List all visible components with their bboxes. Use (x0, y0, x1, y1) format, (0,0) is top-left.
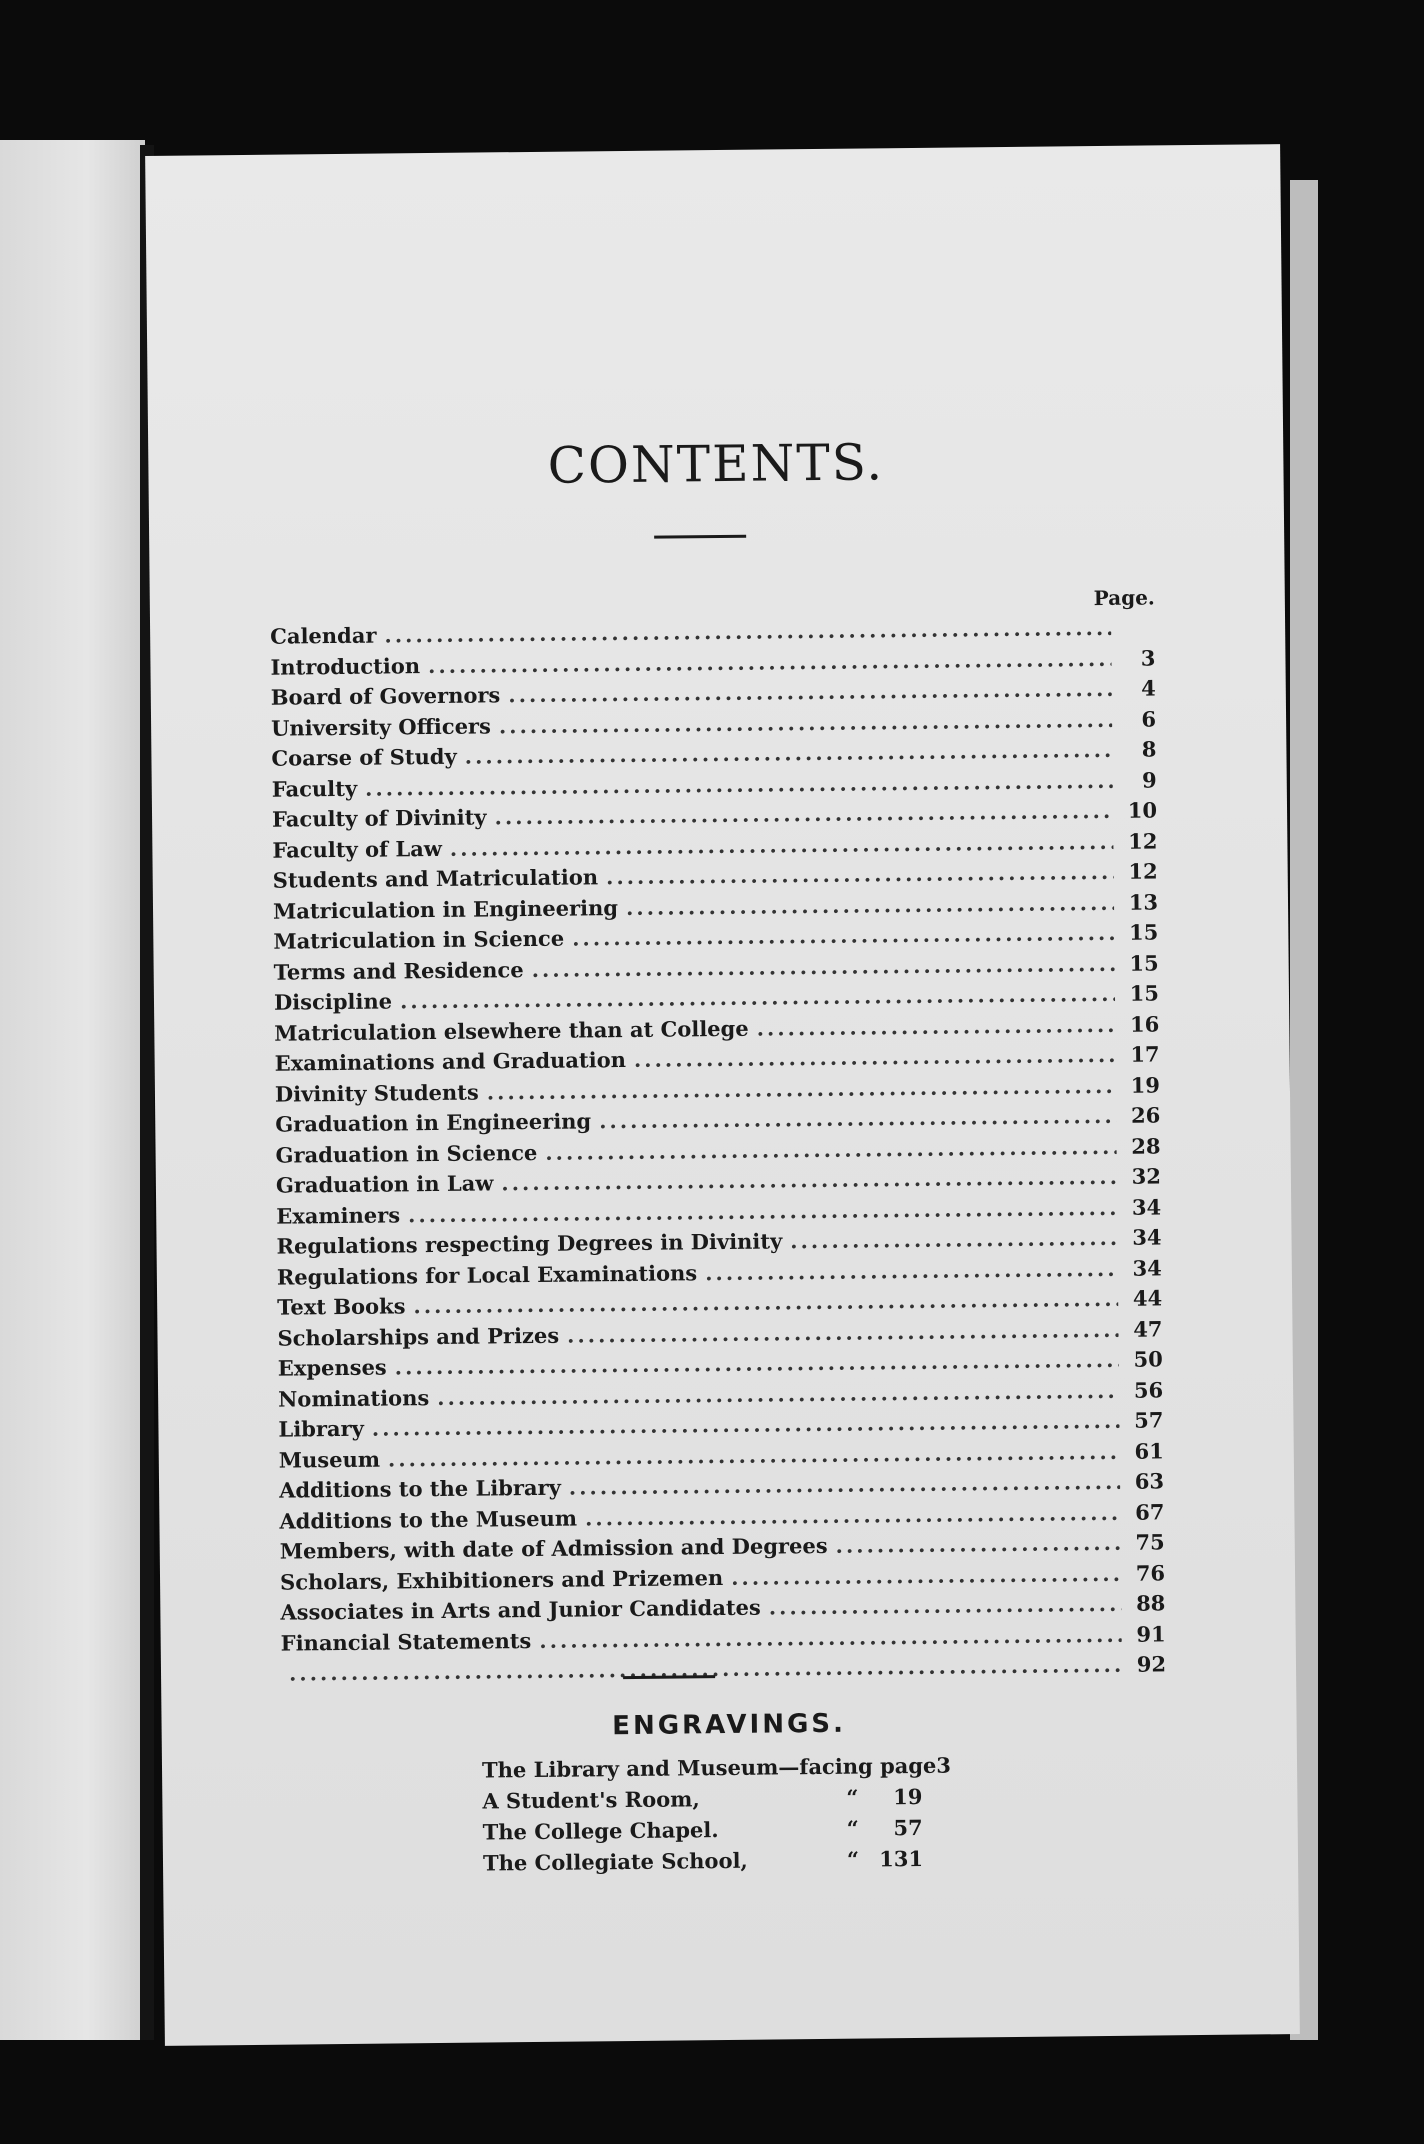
toc-entry-title: Board of Governors (270, 682, 501, 710)
dot-leader (539, 1621, 1122, 1652)
toc-entry-title: Faculty (271, 775, 358, 802)
toc-entry-title: Graduation in Science (275, 1139, 538, 1168)
toc-entry-title: Introduction (270, 652, 421, 680)
toc-entry-page: 13 (1128, 888, 1159, 915)
toc-entry-page: 47 (1133, 1315, 1163, 1342)
toc-entry-page: 15 (1129, 949, 1159, 976)
toc-entry-page: 6 (1141, 705, 1157, 732)
toc-entry-title: Matriculation in Engineering (272, 894, 619, 924)
ditto-mark: “ (846, 1846, 860, 1872)
toc-entry-page: 4 (1141, 675, 1156, 701)
toc-entry-page: 92 (1136, 1651, 1167, 1677)
toc-entry-page: 75 (1135, 1529, 1165, 1555)
dot-leader (756, 1011, 1115, 1040)
toc-entry-title: University Officers (270, 712, 491, 741)
toc-entry-page: 32 (1131, 1163, 1162, 1189)
dot-leader (790, 1225, 1118, 1253)
engraving-title: The Collegiate School, (482, 1847, 748, 1876)
toc-entry-page: 12 (1127, 827, 1158, 854)
dot-leader (835, 1530, 1120, 1558)
dot-leader (545, 1133, 1117, 1164)
dot-leader (731, 1560, 1121, 1589)
toc-entry-page: 88 (1135, 1590, 1166, 1616)
ditto-mark: “ (846, 1815, 859, 1841)
toc-entry-title: Discipline (273, 988, 393, 1015)
dot-leader (487, 1072, 1116, 1104)
engravings-list (481, 1752, 952, 1882)
dot-leader (499, 706, 1112, 737)
toc-entry-title: Additions to the Museum (279, 1505, 578, 1534)
toc-entry-title: Calendar (270, 622, 377, 649)
toc-entry-page: 15 (1128, 919, 1159, 945)
facing-page-edge (0, 140, 145, 2040)
toc-entry-title: Additions to the Library (278, 1474, 561, 1503)
ditto-mark: “ (846, 1784, 859, 1810)
toc-entry-title: Graduation in Law (275, 1170, 494, 1198)
toc-entry-page: 91 (1136, 1620, 1166, 1647)
dot-leader (626, 889, 1114, 919)
toc-entry-page: 17 (1130, 1041, 1160, 1067)
engraving-title: The College Chapel. (482, 1817, 719, 1845)
engraving-entry (483, 1846, 923, 1882)
engraving-title: The Library and Museum—facing page (481, 1752, 937, 1783)
toc-entry-page: 10 (1127, 797, 1158, 823)
toc-entry-title: Examiners (276, 1201, 401, 1229)
toc-entry-page: 19 (1130, 1071, 1161, 1098)
toc-entry-title: Examinations and Graduation (274, 1047, 627, 1076)
toc-entry-page: 26 (1130, 1102, 1161, 1128)
dot-leader (567, 1316, 1119, 1347)
toc-entry-page: 16 (1129, 1010, 1160, 1037)
dot-leader (606, 859, 1114, 889)
toc-entry-title: Graduation in Engineering (275, 1108, 592, 1137)
toc-entry-page: 34 (1132, 1254, 1162, 1281)
toc-entry-title: Faculty of Divinity (271, 804, 487, 832)
toc-entry-page: 56 (1133, 1376, 1164, 1403)
engraving-page: 3 (936, 1752, 952, 1778)
dot-leader (569, 1469, 1120, 1500)
engravings-heading: ENGRAVINGS. (612, 1708, 847, 1742)
engraving-page: 57 (893, 1814, 923, 1841)
toc-entry-page: 28 (1131, 1132, 1161, 1159)
toc-entry-page: 12 (1128, 858, 1158, 884)
toc-entry-title: Scholars, Exhibitioners and Prizemen (279, 1564, 724, 1595)
toc-entry-page: 8 (1141, 736, 1157, 762)
dot-leader (634, 1042, 1116, 1072)
toc-entry-title: Scholarships and Prizes (277, 1322, 560, 1351)
toc-entry-page: 15 (1129, 980, 1160, 1006)
dot-leader (572, 920, 1114, 951)
dot-leader (531, 950, 1114, 981)
contents-page (145, 144, 1300, 2046)
engraving-entry (481, 1752, 952, 1789)
engraving-page: 19 (892, 1783, 923, 1810)
toc-entry-page: 63 (1134, 1468, 1165, 1494)
toc-entry-title: Regulations respecting Degrees in Divinity (276, 1228, 783, 1259)
toc-entry-title: Members, with date of Admission and Degrees (279, 1532, 828, 1564)
toc-entry-page: 76 (1135, 1559, 1166, 1586)
toc-entry-page: 61 (1134, 1437, 1164, 1464)
toc-entry-title: Matriculation in Science (273, 925, 565, 954)
contents-list (270, 585, 1166, 1691)
toc-entry-page: 50 (1133, 1346, 1163, 1372)
toc-entry-page: 67 (1135, 1498, 1165, 1525)
toc-entry-page: 3 (1140, 644, 1156, 671)
dot-leader (465, 737, 1113, 769)
dot-leader (585, 1499, 1121, 1530)
toc-entry-title: Museum (278, 1446, 381, 1473)
toc-entry-title: Matriculation elsewhere than at College (274, 1015, 749, 1046)
toc-entry-page: 57 (1134, 1407, 1164, 1433)
toc-entry-title: Divinity Students (274, 1079, 479, 1107)
toc-entry-page: 34 (1131, 1193, 1162, 1220)
toc-entry-title: Coarse of Study (271, 743, 457, 771)
page-title: CONTENTS. (547, 433, 885, 495)
engraving-page: 131 (879, 1845, 924, 1872)
toc-entry-title: Expenses (277, 1354, 387, 1381)
page-column-header: Page. (1093, 585, 1155, 611)
engraving-entry (482, 1784, 922, 1820)
toc-entry-title: Nominations (278, 1384, 430, 1412)
toc-entry-title: Terms and Residence (273, 956, 524, 985)
engraving-title: A Student's Room, (482, 1786, 700, 1814)
dot-leader (705, 1255, 1118, 1284)
toc-entry-title: Associates in Arts and Junior Candidates (280, 1594, 761, 1625)
dot-leader (501, 1164, 1117, 1195)
dot-leader (494, 798, 1113, 829)
toc-entry-title: Students and Matriculation (272, 864, 599, 893)
toc-entry-page: 34 (1132, 1224, 1162, 1250)
toc-entry-page: 9 (1141, 766, 1157, 793)
toc-entry-title: Financial Statements (280, 1627, 532, 1656)
toc-entry-title: Text Books (277, 1293, 406, 1320)
dot-leader (599, 1103, 1116, 1133)
toc-entry-title: Library (278, 1415, 364, 1442)
engraving-entry (483, 1815, 923, 1851)
toc-entry-page: 44 (1132, 1285, 1163, 1311)
title-rule (654, 535, 746, 539)
toc-entry-title: Faculty of Law (272, 835, 442, 863)
dot-leader (508, 676, 1112, 707)
dot-leader (769, 1591, 1122, 1620)
toc-entry-title: Regulations for Local Examinations (276, 1259, 698, 1290)
